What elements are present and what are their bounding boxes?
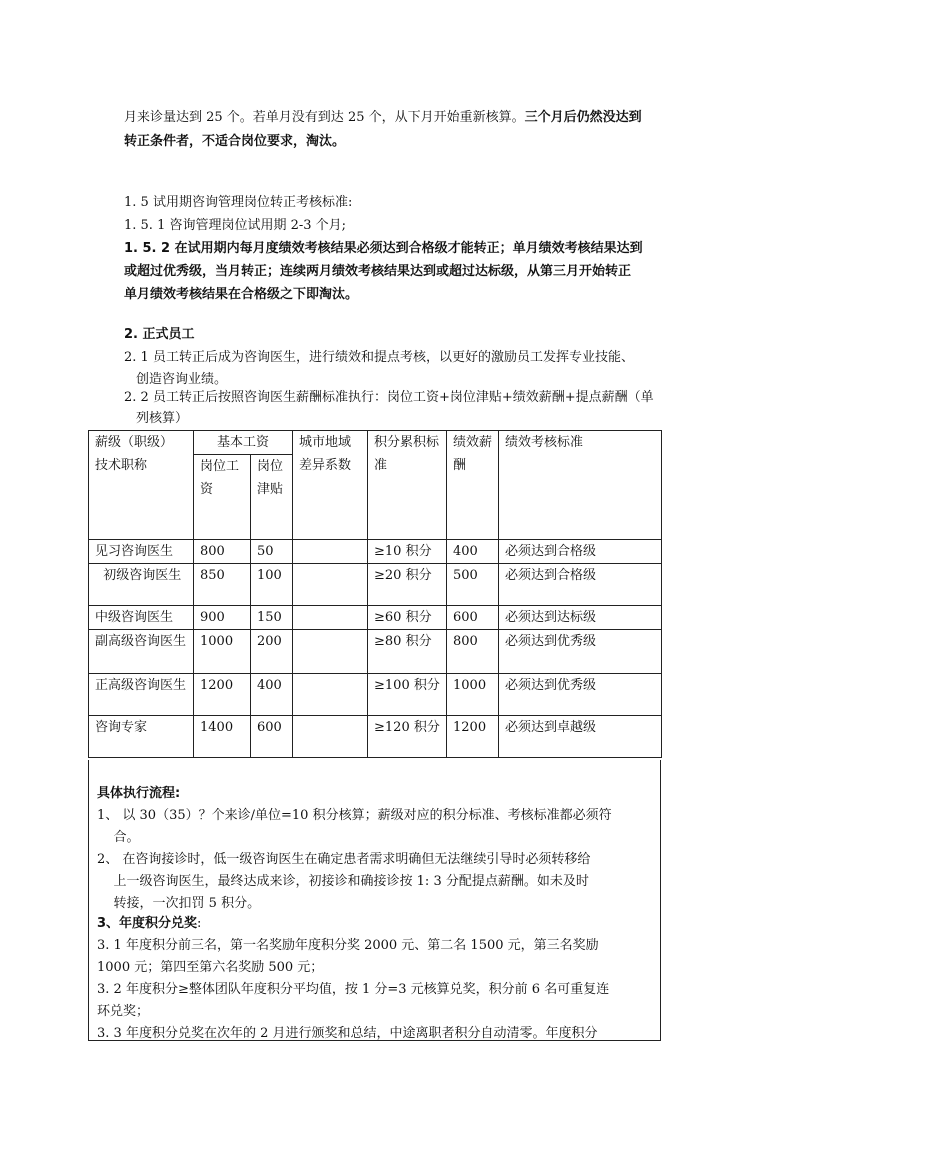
section-2-heading: 2. 正式员工: [124, 327, 195, 342]
row-wage: 1200: [194, 674, 251, 716]
process-line: 1、 以 30（35）？个来诊/单位=10 积分核算；薪级对应的积分标准、考核标准都必须符: [97, 808, 612, 823]
row-title: 副高级咨询医生: [89, 630, 194, 674]
header-post-wage: 岗位工资: [194, 455, 251, 540]
intro-bold-text: 三个月后仍然没达到: [524, 110, 642, 125]
row-std: 必须达到合格级: [499, 564, 662, 606]
header-perf-pay: 绩效薪酬: [447, 431, 499, 540]
header-grade: [89, 431, 194, 540]
section-1-5-2-line-2: 或超过优秀级，当月转正；连续两月绩效考核结果达到或超过达标级，从第三月开始转正: [124, 264, 632, 279]
section-3-line: 1000 元；第四至第六名奖励 500 元；: [97, 960, 324, 975]
section-2-2-line-1: 2. 2 员工转正后按照咨询医生薪酬标准执行：岗位工资+岗位津贴+绩效薪酬+提点薪酬（单: [124, 390, 654, 405]
section-1-5-heading: 1. 5 试用期咨询管理岗位转正考核标准:: [124, 195, 353, 210]
row-allowance: 200: [251, 630, 293, 674]
row-title: 见习咨询医生: [89, 540, 194, 564]
row-wage: 900: [194, 606, 251, 630]
row-title: 中级咨询医生: [89, 606, 194, 630]
section-2-1-line-2: 创造咨询业绩。: [136, 372, 228, 387]
section-3-line: 3. 1 年度积分前三名，第一名奖励年度积分奖 2000 元、第二名 1500 元，第三名奖励: [97, 938, 599, 953]
process-line: 合。: [97, 830, 140, 845]
row-city: [293, 716, 368, 758]
process-line: 转接，一次扣罚 5 积分。: [97, 896, 261, 911]
header-base-pay: 基本工资: [194, 431, 293, 455]
intro-line-1: [124, 106, 699, 130]
row-city: [293, 606, 368, 630]
section-3-line: 3. 2 年度积分≥整体团队年度积分平均值，按 1 分=3 元核算兑奖，积分前 6 名可重复连: [97, 982, 610, 997]
row-allowance: 100: [251, 564, 293, 606]
row-wage: 800: [194, 540, 251, 564]
process-heading: 具体执行流程:: [97, 786, 181, 801]
row-city: [293, 540, 368, 564]
table-row: [89, 564, 662, 606]
row-std: 必须达到达标级: [499, 606, 662, 630]
section-3-line: 3. 3 年度积分兑奖在次年的 2 月进行颁奖和总结，中途离职者积分自动清零。年度积分: [97, 1026, 598, 1041]
section-3-heading: 3、年度积分兑奖: [97, 916, 198, 931]
row-perf: 1200: [447, 716, 499, 758]
row-perf: 500: [447, 564, 499, 606]
header-perf-std: 绩效考核标准: [499, 431, 662, 540]
row-points: ≥100 积分: [368, 674, 447, 716]
row-points: ≥10 积分: [368, 540, 447, 564]
process-line: 2、 在咨询接诊时，低一级咨询医生在确定患者需求明确但无法继续引导时必须转移给: [97, 852, 591, 867]
row-perf: 800: [447, 630, 499, 674]
row-city: [293, 564, 368, 606]
row-allowance: 150: [251, 606, 293, 630]
header-grade-line1: 薪级（职级）: [95, 435, 174, 450]
row-points: ≥60 积分: [368, 606, 447, 630]
table-row: [89, 674, 662, 716]
row-std: 必须达到优秀级: [499, 674, 662, 716]
section-3-heading-wrap: [97, 912, 201, 936]
row-std: 必须达到优秀级: [499, 630, 662, 674]
section-3-colon: :: [197, 916, 202, 931]
row-points: ≥120 积分: [368, 716, 447, 758]
row-points: ≥80 积分: [368, 630, 447, 674]
table-row: [89, 716, 662, 758]
row-allowance: 600: [251, 716, 293, 758]
section-3-line: 环兑奖；: [97, 1004, 150, 1019]
section-2-2-line-2: 列核算）: [136, 411, 189, 426]
header-post-allowance: 岗位津贴: [251, 455, 293, 540]
intro-line-2: 转正条件者，不适合岗位要求，淘汰。: [124, 134, 346, 149]
header-city: 城市地域差异系数: [293, 431, 368, 540]
row-perf: 400: [447, 540, 499, 564]
section-1-5-2-line-3: 单月绩效考核结果在合格级之下即淘汰。: [124, 287, 359, 302]
header-grade-line2: 技术职称: [95, 458, 148, 473]
section-1-5-1: 1. 5. 1 咨询管理岗位试用期 2-3 个月;: [124, 218, 347, 233]
row-std: 必须达到卓越级: [499, 716, 662, 758]
table-row: [89, 540, 662, 564]
salary-table: [88, 430, 662, 758]
row-perf: 600: [447, 606, 499, 630]
section-1-5-2-line-1: 1. 5. 2 在试用期内每月度绩效考核结果必须达到合格级才能转正；单月绩效考核结果达到: [124, 241, 643, 256]
row-city: [293, 630, 368, 674]
row-city: [293, 674, 368, 716]
row-perf: 1000: [447, 674, 499, 716]
row-title: 咨询专家: [89, 716, 194, 758]
row-wage: 1400: [194, 716, 251, 758]
row-std: 必须达到合格级: [499, 540, 662, 564]
row-points: ≥20 积分: [368, 564, 447, 606]
process-line: 上一级咨询医生，最终达成来诊，初接诊和确接诊按 1: 3 分配提点薪酬。如未及时: [97, 874, 589, 889]
process-box: [88, 760, 661, 1041]
intro-text: 月来诊量达到 25 个。若单月没有到达 25 个，从下月开始重新核算。: [124, 110, 525, 125]
row-allowance: 400: [251, 674, 293, 716]
table-row: [89, 606, 662, 630]
table-row: [89, 630, 662, 674]
row-wage: 1000: [194, 630, 251, 674]
row-title: 初级咨询医生: [89, 564, 194, 606]
row-wage: 850: [194, 564, 251, 606]
table-header-row: [89, 431, 662, 455]
header-points: 积分累积标准: [368, 431, 447, 540]
row-title: 正高级咨询医生: [89, 674, 194, 716]
section-2-1-line-1: 2. 1 员工转正后成为咨询医生，进行绩效和提点考核，以更好的激励员工发挥专业技能、: [124, 350, 634, 365]
row-allowance: 50: [251, 540, 293, 564]
